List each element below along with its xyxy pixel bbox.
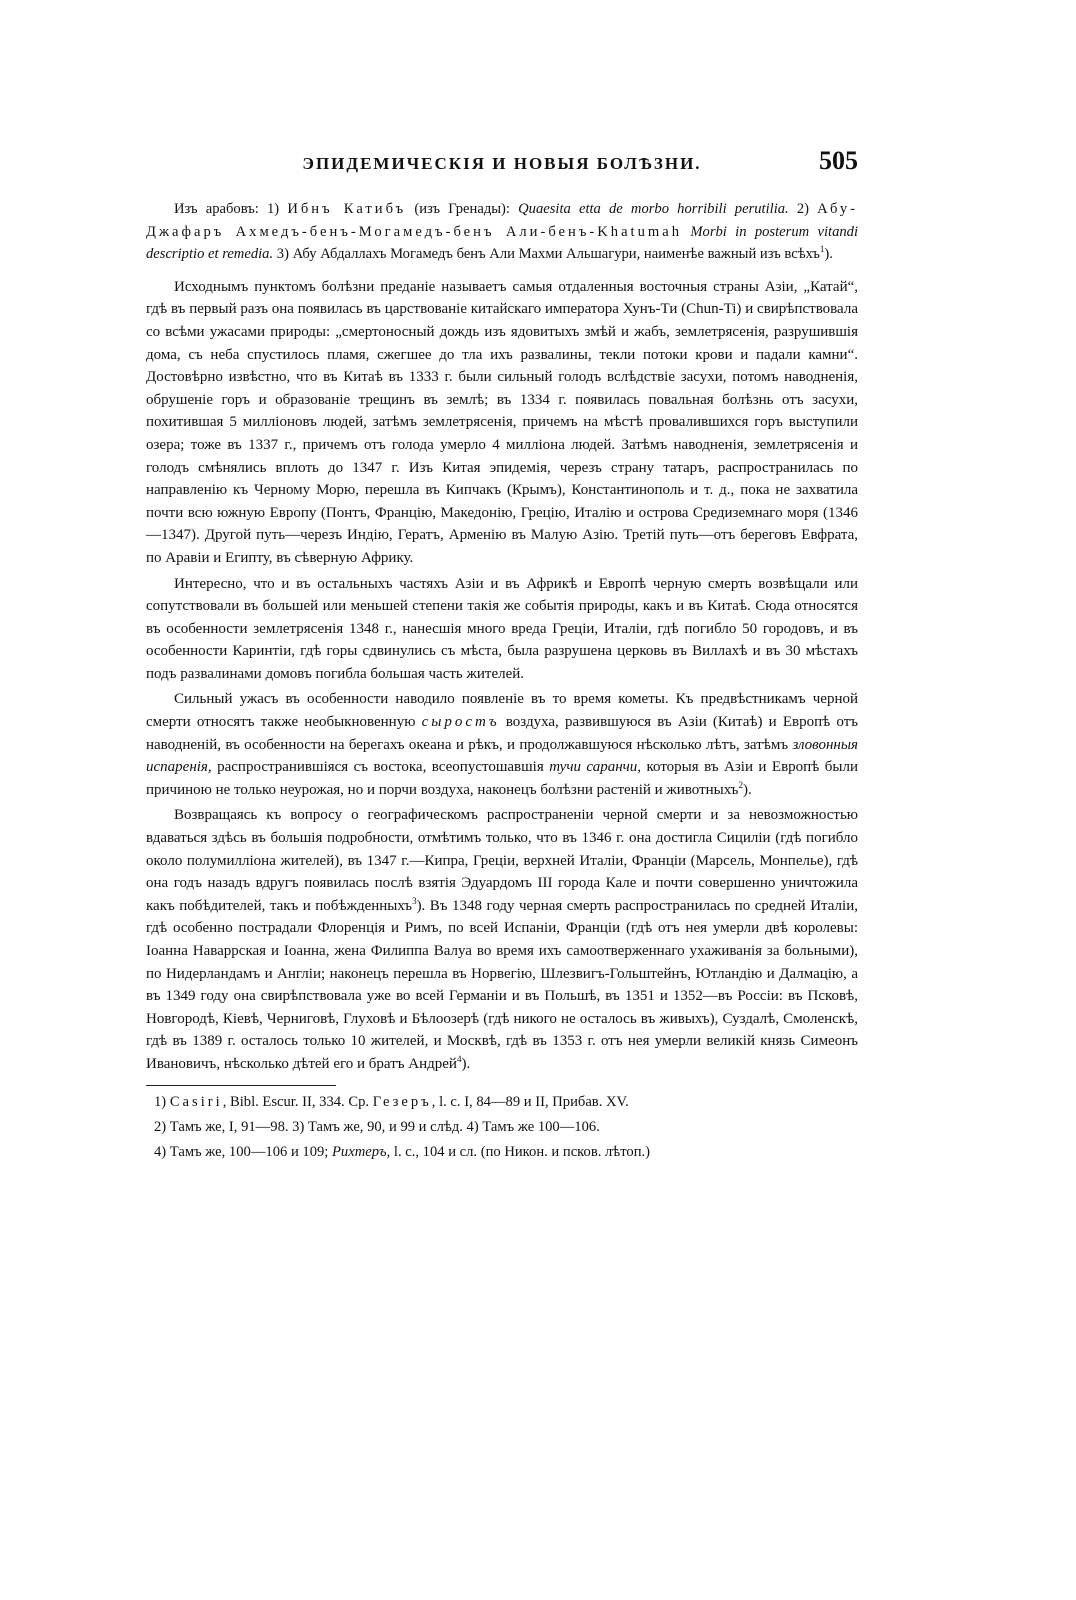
footnote-ref: 4: [456, 1053, 462, 1064]
paragraph-origin: Исходнымъ пунктомъ болѣзни преданіе называетъ самыя отдаленныя восточныя страны Азіи, „Катай“, гдѣ въ первый разъ она появилась въ царствованіе китайскаго императора Хунъ-Ти (Chun-Ti) и свирѣпствовала со всѣми ужасами природы: „смертоносный дождь изъ ядовитыхъ змѣй и жабъ, землетрясенія, разрушившія дома, съ неба спустилось пламя, сжегшее до тла ихъ развалины, текли потоки крови и падали камни“. Достовѣрно извѣстно, что въ Китаѣ въ 1333 г. были сильный голодъ вслѣдствіе засухи, потомъ наводненія, обрушеніе горъ и образованіе трещинъ въ землѣ; въ 1334 г. появилась повальная болѣзнь отъ засухи, похитившая 5 милліоновъ людей, затѣмъ землетрясенія, причемъ на мѣстѣ провалившихся горъ выступили озера; тоже въ 1337 г., причемъ отъ голода умерло 4 милліона людей. Затѣмъ наводненія, землетрясенія и голодъ смѣнялись вплоть до 1347 г. Изъ Китая эпидемія, черезъ страну татаръ, распространилась по направленію къ Черному Морю, перешла въ Кипчакъ (Крымъ), Константинополь и т. д., пока не захватила почти всю южную Европу (Понтъ, Францію, Македонію, Грецію, Италію и острова Средиземнаго моря (1346—1347). Другой путь—черезъ Индію, Гератъ, Арменію въ Малую Азію. Третій путь—отъ береговъ Евфрата, по Аравіи и Египту, въ сѣверную Африку.: [146, 278, 858, 566]
book-page: [146, 146, 858, 1163]
paragraph-arab-sources: Изъ арабовъ: 1) Ибнъ Катибъ (изъ Гренады): Quaesita etta de morbo horribili perutilia. 2) Абу-Джафаръ Ахмедъ-бенъ-Могамедъ-бенъ Али-бенъ-Khatumah Morbi in posterum vitandi descriptio et remedia. 3) Абу Абдаллахъ Могамедъ бенъ Али Махми Альшагури, наименѣе важный изъ всѣхъ$^1$).: [146, 201, 859, 263]
footnote: 1) Casiri, Bibl. Escur. II, 334. Ср. Гезеръ, l. c. I, 84—89 и II, Прибав. XV.: [154, 1093, 629, 1110]
footnote-ref: 3: [412, 895, 417, 906]
page-header: [146, 146, 858, 182]
paragraph-omens: Сильный ужасъ въ особенности наводило появленіе въ то время кометы. Къ предвѣстникамъ черной смерти относятъ также необыкновенную сыростъ воздуха, развившуюся въ Азіи (Китаѣ) и Европѣ отъ наводненій, въ особенности на берегахъ океана и рѣкъ, и продолжавшуюся нѣсколько лѣтъ, затѣмъ зловонныя испаренія, распространившіяся съ востока, всеопустошавшія тучи саранчи, которыя въ Азіи и Европѣ были причиною не только неурожая, но и порчи воздуха, наконецъ болѣзни растеній и животныхъ$^2$).: [146, 691, 859, 798]
footnote-ref: 2: [738, 779, 743, 790]
footnote: 2) Тамъ же, I, 91—98. 3) Тамъ же, 90, и 99 и слѣд. 4) Тамъ же 100—106.: [154, 1118, 600, 1135]
footnote: 4) Тамъ же, 100—106 и 109; Рихтеръ, l. c., 104 и сл. (по Никон. и псков. лѣтоп.): [154, 1143, 651, 1160]
paragraph-natural-events: Интересно, что и въ остальныхъ частяхъ Азіи и въ Африкѣ и Европѣ черную смерть возвѣщали или сопутствовали въ большей или меньшей степени такія же событія природы, какъ и въ Китаѣ. Сюда относятся въ особенности землетрясенія 1348 г., нанесшія много вреда Греціи, Италіи, гдѣ погибло 50 городовъ, и въ особенности Каринтіи, гдѣ горы сдвинулись съ мѣста, была разрушена церковь въ Виллахѣ и въ 30 мѣстахъ подъ развалинами домовъ погибла большая часть жителей.: [146, 575, 858, 682]
paragraph-spread: Возвращаясь къ вопросу о географическомъ распространеніи черной смерти и за невозможностью вдаваться здѣсь въ большія подробности, отмѣтимъ только, что въ 1346 г. она достигла Сициліи (гдѣ погибло около полумилліона жителей), въ 1347 г.—Кипра, Греціи, верхней Италіи, Франціи (Марсель, Монпелье), гдѣ она годъ назадъ вдругъ появилась послѣ взятія Эдуардомъ III города Кале и почти совершенно уничтожила какъ побѣдителей, такъ и побѣжденныхъ$^3$). Въ 1348 году черная смерть распространилась по средней Италіи, гдѣ особенно пострадали Флоренція и Римъ, по всей Испаніи, Франціи (гдѣ отъ нея умерли двѣ королевы: Іоанна Наваррская и Іоанна, жена Филиппа Валуа во время ихъ самоотверженнаго ухаживанія за больными), по Нидерландамъ и Англіи; наконецъ перешла въ Норвегію, Шлезвигъ-Гольштейнъ, Ютландію и Далмацію, а въ 1349 году она свирѣпствовала уже во всей Германіи и въ Польшѣ, въ 1351 и 1352—въ Россіи: въ Псковѣ, Новгородѣ, Кіевѣ, Черниговѣ, Глуховѣ и Бѣлоозерѣ (гдѣ никого не осталось въ живыхъ), Суздалѣ, Смоленскѣ, гдѣ въ 1389 г. осталось только 10 жителей, и Москвѣ, гдѣ въ 1353 г. отъ нея умерли великій князь Симеонъ Ивановичъ, нѣсколько дѣтей его и братъ Андрей$^4$).: [146, 807, 858, 1072]
footnote-divider: [146, 1085, 336, 1086]
running-title: ЭПИДЕМИЧЕСКІЯ И НОВЫЯ БОЛѢЗНИ.: [302, 154, 702, 173]
page-number: 505: [819, 146, 858, 175]
footnotes: [146, 1091, 858, 1163]
footnote-ref: 1: [819, 244, 825, 255]
